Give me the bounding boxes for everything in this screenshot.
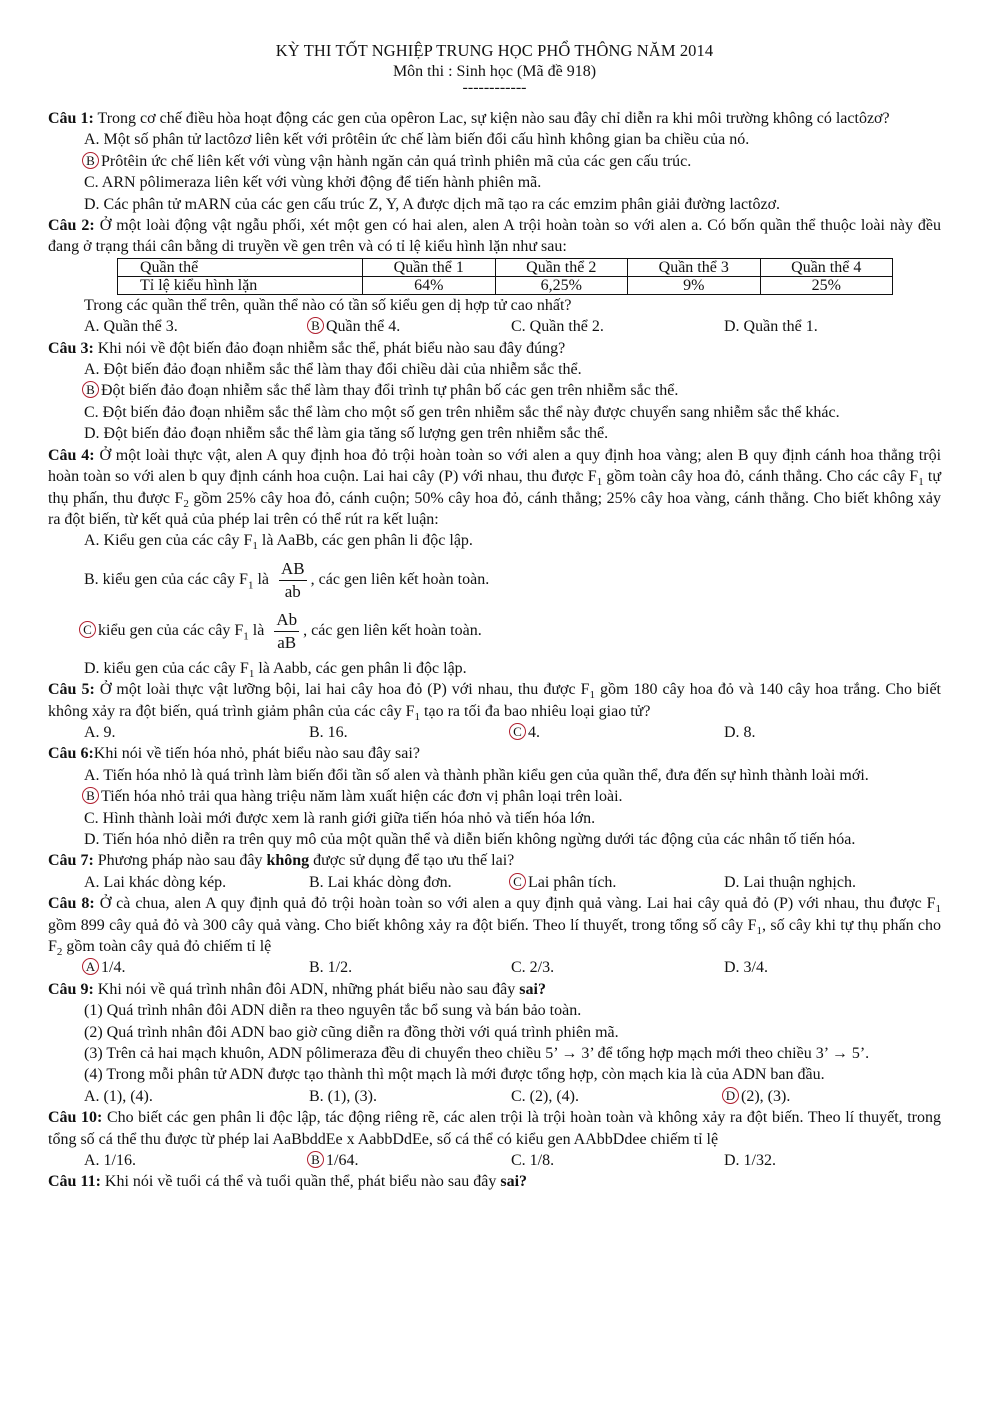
fraction-denominator: ab [284, 581, 301, 601]
emphasis-text: không [266, 852, 310, 870]
option-a: A. Tiến hóa nhỏ là quá trình làm biến đổi tần số alen và thành phần kiểu gen của quần thể, đưa đến sự hình thành loài mới. [84, 766, 869, 784]
question-9 [48, 979, 941, 1000]
option-d: D. Đột biến đảo đoạn nhiễm sắc thể làm gia tăng số lượng gen trên nhiễm sắc thể. [84, 425, 609, 443]
question-text: , số cây khi tự thụ phấn cho F [48, 916, 942, 955]
question-text: gồm toàn cây quả đỏ chiếm tỉ lệ [62, 938, 272, 955]
option-c: C. ARN pôlimeraza liên kết với vùng khởi động để tiến hành phiên mã. [84, 174, 542, 192]
subscript: 1 [248, 667, 255, 680]
fraction-numerator: Ab [274, 609, 299, 632]
option-text: kiểu gen của các cây F [98, 621, 244, 639]
option-a: A. Lai khác dòng kép. [84, 873, 227, 891]
question-text: tạo ra tối đa bao nhiêu loại giao tử? [420, 702, 651, 720]
table-header-row [118, 258, 893, 276]
question-7 [48, 850, 941, 871]
option-text: Đột biến đảo đoạn nhiễm sắc thể làm thay đổi trình tự phân bố các gen trên nhiễm sắc thể. [101, 382, 679, 400]
statement-2: (2) Quá trình nhân đôi ADN bao giờ cũng diễn ra đồng thời với quá trình phiên mã. [84, 1023, 619, 1041]
option-text: Quần thể 4. [326, 318, 401, 336]
question-label: Câu 11: [48, 1173, 101, 1191]
subscript: 1 [596, 476, 603, 489]
option-b [48, 151, 941, 172]
answer-circle: B [82, 787, 99, 804]
table-cell: Quần thể 3 [628, 258, 761, 276]
options-row [48, 872, 941, 893]
option-a: A. Một số phân tử lactôzơ liên kết với prôtêin ức chế làm biến đổi cấu hình không gian ba chiều của nó. [84, 131, 750, 149]
question-text: Khi nói về tuổi cá thể và tuổi quần thể, phát biểu nào sau đây [104, 1173, 501, 1191]
option-text: (2), (3). [741, 1087, 791, 1105]
options-row [48, 1150, 941, 1171]
option-d: D. 3/4. [724, 959, 768, 977]
answer-circle: D [722, 1087, 739, 1104]
question-3 [48, 338, 941, 359]
exam-subtitle: Môn thi : Sinh học (Mã đề 918) [392, 63, 597, 80]
question-text: tự thụ phấn, thu được F [48, 468, 942, 507]
question-text: Khi nói về quá trình nhân đôi ADN, những phát biểu nào sau đây [97, 980, 520, 998]
subscript: 1 [252, 540, 258, 553]
population-table [117, 258, 893, 295]
option-c [48, 609, 941, 654]
question-label: Câu 9: [48, 980, 94, 998]
question-label: Câu 7: [48, 852, 94, 870]
question-11 [48, 1171, 941, 1192]
option-d: D. 1/32. [724, 1152, 776, 1170]
option-text: D. kiểu gen của các cây F [84, 659, 249, 677]
statement-1: (1) Quá trình nhân đôi ADN diễn ra theo nguyên tắc bổ sung và bán bảo toàn. [84, 1002, 582, 1020]
question-text: Phương pháp nào sau đây [97, 852, 267, 870]
answer-circle: B [82, 381, 99, 398]
option-text: 4. [528, 723, 540, 741]
options-row [48, 722, 941, 743]
option-d: D. Quần thể 1. [724, 318, 818, 336]
option-c: C. 1/8. [511, 1152, 555, 1170]
subscript: 2 [56, 946, 63, 959]
option-text: là [248, 621, 265, 639]
genotype-fraction [274, 609, 299, 654]
answer-circle: C [509, 873, 526, 890]
question-text: gồm 899 cây quả đỏ và 300 cây quả vàng. Cho biết không xảy ra đột biến. Theo lí thuyết, trong tổng số cây F [48, 916, 757, 934]
subscript: 1 [243, 630, 249, 643]
fraction-denominator: aB [277, 632, 297, 652]
option-c: C. Quần thể 2. [511, 318, 604, 336]
question-text: được sử dụng để tạo ưu thế lai? [309, 852, 515, 870]
option-a: A. Đột biến đảo đoạn nhiễm sắc thể làm thay đổi chiều dài của nhiễm sắc thể. [84, 361, 582, 379]
exam-header [48, 40, 941, 94]
table-row [118, 276, 893, 294]
option-text: là Aabb, các gen phân li độc lập. [254, 659, 467, 677]
options-row [48, 316, 941, 337]
option-b: B. Lai khác dòng đơn. [309, 873, 452, 891]
answer-circle: C [509, 723, 526, 740]
subscript: 1 [756, 924, 763, 937]
question-prompt: Trong các quần thể trên, quần thể nào có tần số kiểu gen dị hợp tử cao nhất? [84, 296, 572, 314]
option-a: A. 1/16. [84, 1152, 136, 1170]
option-b: B. (1), (3). [309, 1087, 377, 1105]
option-d: D. Lai thuận nghịch. [724, 873, 856, 891]
exam-page [48, 40, 941, 1193]
option-a: A. (1), (4). [84, 1087, 153, 1105]
question-label: Câu 4: [48, 446, 95, 464]
option-d: D. Tiến hóa nhỏ diễn ra trên quy mô của một quần thể và diễn biến không ngừng dưới tác động của các nhân tố tiến hóa. [84, 830, 856, 848]
table-cell: 6,25% [495, 276, 628, 294]
option-text: , các gen liên kết hoàn toàn. [303, 621, 482, 639]
table-cell: Quần thể 4 [760, 258, 893, 276]
option-d [48, 658, 941, 679]
option-a [84, 957, 309, 978]
subscript: 1 [589, 689, 595, 702]
options-row [48, 957, 941, 978]
question-label: Câu 2: [48, 217, 95, 235]
option-d [724, 1086, 924, 1107]
subscript: 1 [935, 903, 942, 916]
option-c: C. (2), (4). [511, 1087, 579, 1105]
option-c: C. Đột biến đảo đoạn nhiễm sắc thể làm cho một số gen trên nhiễm sắc thể này được chuyển sang nhiễm sắc thể khác. [84, 403, 840, 421]
question-4 [48, 445, 941, 531]
fraction-numerator: AB [279, 558, 307, 581]
question-text: Cho biết các gen phân li độc lập, tác động riêng rẽ, các alen trội là trội hoàn toàn và không xảy ra đột biến. Theo lí thuyết, trong tổng số cá thể thu được từ phép lai AaBbddEe x AabbDdEe, số cá thể có kiểu gen AAbbDdee chiếm tỉ lệ [48, 1109, 942, 1148]
question-text: gồm 25% cây hoa đỏ, cánh cuộn; 50% cây hoa đỏ, cánh thẳng; 25% cây hoa vàng, cánh thẳng. Cho biết không xảy ra đột biến, từ kết quả của phép lai trên có thể rút ra kết luận: [48, 489, 942, 528]
question-2 [48, 215, 941, 258]
question-text: gồm 180 cây hoa đỏ và 140 cây hoa trắng. Cho biết không xảy ra đột biến, quá trình giảm phân của các cây F [48, 681, 942, 720]
question-label: Câu 10: [48, 1109, 103, 1127]
question-5 [48, 679, 941, 722]
option-text: là [253, 570, 269, 588]
subscript: 1 [918, 476, 924, 489]
option-text: Tiến hóa nhỏ trải qua hàng triệu năm làm xuất hiện các đơn vị phân loại trên loài. [101, 788, 623, 806]
question-label: Câu 6: [48, 745, 94, 763]
option-b: B. 16. [309, 723, 348, 741]
option-c [511, 872, 724, 893]
option-text: 1/64. [326, 1152, 359, 1170]
genotype-fraction [279, 558, 307, 603]
answer-circle: C [79, 621, 96, 638]
question-text: Ở một loài thực vật, alen A quy định hoa đỏ trội hoàn toàn so với alen a quy định hoa vàng; alen B quy định cánh hoa thẳng trội hoàn toàn so với alen b quy định cánh hoa cuộn. Lai hai cây (P) với nhau, thu được F [48, 446, 942, 486]
question-text: Ở một loài động vật ngẫu phối, xét một gen có hai alen, alen A trội hoàn toàn so với alen a. Có bốn quần thể thuộc loài này đều đang ở trạng thái cân bằng di truyền về gen trên và có tỉ lệ kiểu hình lặn như sau: [48, 217, 942, 256]
table-cell: 25% [760, 276, 893, 294]
option-d: D. 8. [724, 723, 756, 741]
question-text: Khi nói về đột biến đảo đoạn nhiễm sắc thể, phát biểu nào sau đây đúng? [97, 339, 566, 357]
question-label: Câu 3: [48, 339, 94, 357]
emphasis-text: sai? [500, 1173, 528, 1191]
option-b [48, 558, 941, 603]
subscript: 1 [414, 710, 421, 723]
table-cell: Tỉ lệ kiểu hình lặn [118, 276, 363, 294]
question-text: Ở cà chua, alen A quy định quả đỏ trội hoàn toàn so với alen a quy định quả vàng. Lai hai cây quả đỏ (P) với nhau, thu được F [99, 895, 936, 913]
question-text: Trong cơ chế điều hòa hoạt động các gen của opêron Lac, sự kiện nào sau đây chỉ diễn ra khi môi trường không có lactôzơ? [97, 110, 890, 127]
option-text: A. Kiểu gen của các cây F [84, 532, 253, 550]
subscript: 2 [183, 497, 189, 510]
question-label: Câu 8: [48, 895, 95, 913]
option-text: là AaBb, các gen phân li độc lập. [257, 532, 473, 550]
options-row [48, 1086, 941, 1107]
question-6 [48, 743, 941, 764]
option-b [309, 1150, 511, 1171]
option-a: A. 9. [84, 723, 116, 741]
question-1 [48, 108, 941, 129]
option-text: Prôtêin ức chế liên kết với vùng vận hành ngăn cản quá trình phiên mã của các gen cấu trúc. [101, 152, 692, 170]
emphasis-text: sai? [519, 980, 546, 998]
option-c [511, 722, 724, 743]
question-8 [48, 893, 941, 957]
question-text: Khi nói về tiến hóa nhỏ, phát biểu nào sau đây sai? [93, 745, 420, 763]
question-label: Câu 5: [48, 681, 95, 699]
answer-circle: A [82, 958, 99, 975]
statement-4: (4) Trong mỗi phân tử ADN được tạo thành thì một mạch là mới được tổng hợp, còn mạch kia là của ADN ban đầu. [84, 1066, 825, 1084]
option-text: 1/4. [101, 959, 126, 977]
option-d: D. Các phân tử mARN của các gen cấu trúc Z, Y, A được dịch mã tạo ra các emzim phân giải đường lactôzơ. [84, 195, 781, 213]
answer-circle: B [307, 317, 324, 334]
statement-3: (3) Trên cả hai mạch khuôn, ADN pôlimeraza đều di chuyển theo chiều 5’ → 3’ để tổng hợp mạch mới theo chiều 3’ → 5’. [84, 1045, 870, 1063]
option-text: , các gen liên kết hoàn toàn. [310, 570, 490, 588]
answer-circle: B [307, 1151, 324, 1168]
option-c: C. 2/3. [511, 959, 555, 977]
option-c: C. Hình thành loài mới được xem là ranh giới giữa tiến hóa nhỏ và tiến hóa lớn. [84, 809, 596, 827]
option-a [48, 530, 941, 551]
table-cell: Quần thể 2 [495, 258, 628, 276]
option-b [48, 380, 941, 401]
question-10 [48, 1107, 941, 1150]
option-a: A. Quần thể 3. [84, 318, 178, 336]
question-text: Ở một loài thực vật lưỡng bội, lai hai cây hoa đỏ (P) với nhau, thu được F [99, 681, 590, 699]
option-text: B. kiểu gen của các cây F [84, 570, 248, 588]
option-b [48, 786, 941, 807]
table-cell: Quần thể 1 [363, 258, 496, 276]
question-label: Câu 1: [48, 110, 94, 127]
option-b: B. 1/2. [309, 959, 353, 977]
table-cell: 64% [363, 276, 496, 294]
exam-title: KỲ THI TỐT NGHIỆP TRUNG HỌC PHỔ THÔNG NĂM 2014 [275, 41, 714, 60]
subscript: 1 [247, 579, 254, 592]
answer-circle: B [82, 152, 99, 169]
option-b [309, 316, 511, 337]
table-cell: 9% [628, 276, 761, 294]
header-divider: ------------ [462, 79, 527, 96]
table-cell: Quần thể [118, 258, 363, 276]
question-text: gồm toàn cây hoa đỏ, cánh thẳng. Cho các cây F [602, 468, 919, 486]
option-text: Lai phân tích. [528, 873, 617, 891]
